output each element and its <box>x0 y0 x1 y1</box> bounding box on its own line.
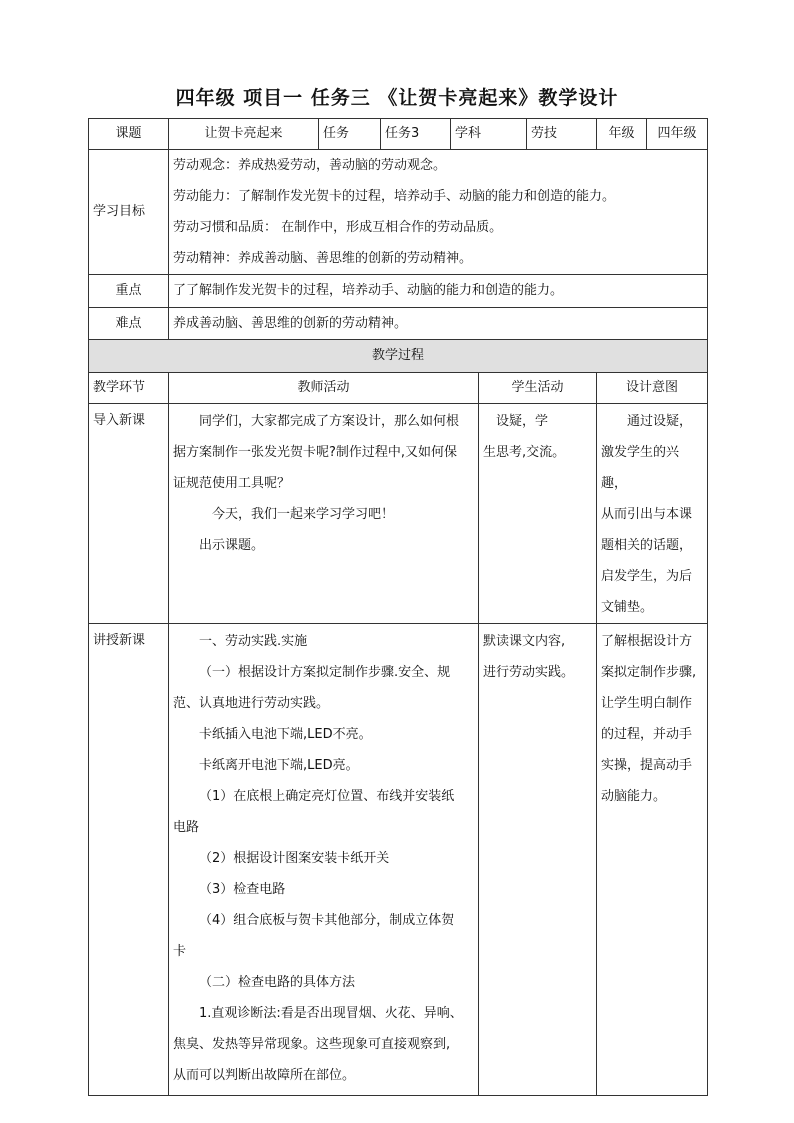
teacher-line: 卡 <box>173 944 187 959</box>
intent-line: 从而引出与本课 <box>601 507 693 522</box>
key-point-row <box>89 275 708 308</box>
lecture-row <box>89 624 708 1096</box>
page-title: 四年级 项目一 任务三 《让贺卡亮起来》教学设计 <box>175 87 619 109</box>
grade-label: 年级 <box>597 119 647 150</box>
intent-line: 实操，提高动手 <box>601 758 693 773</box>
student-line: 默读课文内容, <box>483 634 566 649</box>
intent-line: 文铺垫。 <box>601 600 654 615</box>
lecture-student <box>479 624 597 1096</box>
process-heading: 教学过程 <box>89 340 708 373</box>
intent-line: 通过设疑， <box>627 414 693 429</box>
intent-line: 动脑能力。 <box>601 789 667 804</box>
intro-student <box>479 404 597 624</box>
col-stage: 教学环节 <box>89 373 169 404</box>
teacher-line: （4）组合底板与贺卡其他部分，制成立体贺 <box>199 913 455 928</box>
lesson-plan-table <box>88 118 708 1096</box>
subject-value: 劳技 <box>527 119 597 150</box>
teacher-line: 今天，我们一起来学习学习吧！ <box>212 507 395 522</box>
header-row <box>89 119 708 150</box>
teacher-line: 范、认真地进行劳动实践。 <box>173 696 330 711</box>
subject-label: 学科 <box>451 119 527 150</box>
col-teacher: 教师活动 <box>169 373 479 404</box>
teacher-line: 出示课题。 <box>199 538 265 553</box>
intent-line: 案拟定制作步骤, <box>601 665 697 680</box>
intro-intent <box>597 404 708 624</box>
goals-row <box>89 150 708 275</box>
lecture-teacher <box>169 624 479 1096</box>
grade-value: 四年级 <box>647 119 708 150</box>
intro-row <box>89 404 708 624</box>
task-label: 任务 <box>319 119 381 150</box>
task-value: 任务3 <box>381 119 451 150</box>
difficulty-value: 养成善动脑、善思维的创新的劳动精神。 <box>169 308 708 340</box>
teacher-line: 证规范使用工具呢？ <box>173 476 291 491</box>
teacher-line: 焦臭、发热等异常现象。这些现象可直接观察到, <box>173 1037 451 1052</box>
teacher-line: 卡纸离开电池下端,LED亮。 <box>199 758 359 773</box>
intro-stage: 导入新课 <box>89 404 169 624</box>
intro-teacher <box>169 404 479 624</box>
teacher-line: 同学们，大家都完成了方案设计，那么如何根 <box>199 414 460 429</box>
topic-label: 课题 <box>89 119 169 150</box>
process-heading-row <box>89 340 708 373</box>
goal-item: 劳动观念：养成热爱劳动，善动脑的劳动观念。 <box>173 158 447 173</box>
teacher-line: 一、劳动实践.实施 <box>199 634 308 649</box>
lecture-intent <box>597 624 708 1096</box>
intent-line: 让学生明白制作 <box>601 696 693 711</box>
lecture-stage: 讲授新课 <box>89 624 169 1096</box>
intent-line: 启发学生，为后 <box>601 569 693 584</box>
goal-item: 劳动精神：养成善动脑、善思维的创新的劳动精神。 <box>173 251 473 266</box>
teacher-line: （1）在底根上确定亮灯位置、布线并安装纸 <box>199 789 455 804</box>
intent-line: 题相关的话题， <box>601 538 693 553</box>
intent-line: 激发学生的兴趣， <box>601 445 680 491</box>
difficulty-label: 难点 <box>89 308 169 340</box>
teacher-line: 卡纸插入电池下端,LED不亮。 <box>199 727 372 742</box>
col-student: 学生活动 <box>479 373 597 404</box>
teacher-line: （二）检查电路的具体方法 <box>199 975 356 990</box>
goals-list <box>169 150 708 275</box>
teacher-line: 从而可以判断出故障所在部位。 <box>173 1068 356 1083</box>
student-line: 设疑，学 <box>496 414 549 429</box>
key-point-value: 了了解制作发光贺卡的过程，培养动手、动脑的能力和创造的能力。 <box>169 275 708 308</box>
student-line: 生思考,交流。 <box>483 445 566 460</box>
teacher-line: （一）根据设计方案拟定制作步骤.安全、规 <box>199 665 451 680</box>
teacher-line: 1.直观诊断法:看是否出现冒烟、火花、异响、 <box>199 1006 463 1021</box>
goal-item: 劳动能力：了解制作发光贺卡的过程，培养动手、动脑的能力和创造的能力。 <box>173 189 616 204</box>
teacher-line: 电路 <box>173 820 200 835</box>
teacher-line: （3）检查电路 <box>199 882 286 897</box>
intent-line: 了解根据设计方 <box>601 634 693 649</box>
goal-item: 劳动习惯和品质： 在制作中，形成互相合作的劳动品质。 <box>173 220 503 235</box>
goals-label: 学习目标 <box>89 150 169 275</box>
col-intent: 设计意图 <box>597 373 708 404</box>
intent-line: 的过程，并动手 <box>601 727 693 742</box>
student-line: 进行劳动实践。 <box>483 665 575 680</box>
difficulty-row <box>89 308 708 340</box>
process-columns-row <box>89 373 708 404</box>
teacher-line: （2）根据设计图案安装卡纸开关 <box>199 851 390 866</box>
key-point-label: 重点 <box>89 275 169 308</box>
topic-value: 让贺卡亮起来 <box>169 119 319 150</box>
teacher-line: 据方案制作一张发光贺卡呢?制作过程中,又如何保 <box>173 445 458 460</box>
